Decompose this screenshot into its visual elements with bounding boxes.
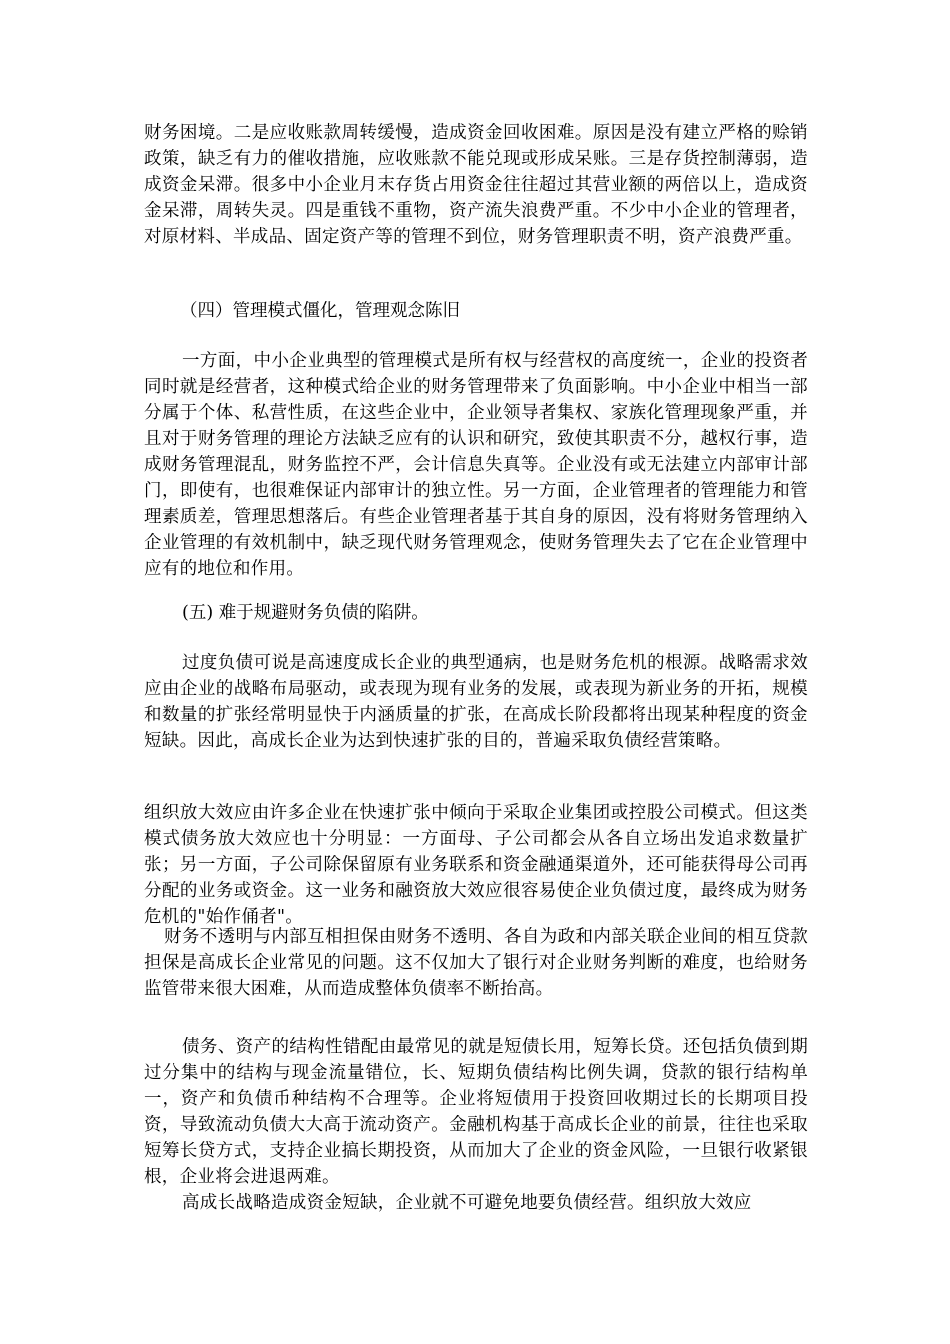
- paragraph-organization-amplification: 组织放大效应由许多企业在快速扩张中倾向于采取企业集团或控股公司模式。但这类模式债务放大效应也十分明显：一方面母、子公司都会从各自立场出发追求数量扩张；另一方面，子公司除保留原有业务联系和资金融通渠道外，还可能获得母公司再分配的业务或资金。这一业务和融资放大效应很容易使企业负债过度，最终成为财务危机的"始作俑者"。: [144, 803, 808, 927]
- paragraph-management-mode: 一方面，中小企业典型的管理模式是所有权与经营权的高度统一，企业的投资者同时就是经营者，这种模式给企业的财务管理带来了负面影响。中小企业中相当一部分属于个体、私营性质，在这些企业中，企业领导者集权、家族化管理现象严重，并且对于财务管理的理论方法缺乏应有的认识和研究，致使其职责不分，越权行事，造成财务管理混乱，财务监控不严，会计信息失真等。企业没有或无法建立内部审计部门，即使有，也很难保证内部审计的独立性。另一方面，企业管理者的管理能力和管理素质差，管理思想落后。有些企业管理者基于其自身的原因，没有将财务管理纳入企业管理的有效机制中，缺乏现代财务管理观念，使财务管理失去了它在企业管理中应有的地位和作用。: [144, 351, 808, 579]
- paragraph-excessive-debt: 过度负债可说是高速度成长企业的典型通病，也是财务危机的根源。战略需求效应由企业的战略布局驱动，或表现为现有业务的发展，或表现为新业务的开拓，规模和数量的扩张经常明显快于内涵质量的扩张，在高成长阶段都将出现某种程度的资金短缺。因此，高成长企业为达到快速扩张的目的，普遍采取负债经营策略。: [144, 653, 808, 751]
- paragraph-financial-opacity: 财务不透明与内部互相担保由财务不透明、各自为政和内部关联企业间的相互贷款担保是高成长企业常见的问题。这不仅加大了银行对企业财务判断的难度，也给财务监管带来很大困难，从而造成整体负债率不断抬高。: [144, 927, 808, 999]
- paragraph-structural-mismatch: 债务、资产的结构性错配由最常见的就是短债长用，短筹长贷。还包括负债到期过分集中的结构与现金流量错位，长、短期负债结构比例失调，贷款的银行结构单一，资产和负债币种结构不合理等。企业将短债用于投资回收期过长的长期项目投资，导致流动负债大大高于流动资产。金融机构基于高成长企业的前景，往往也采取短筹长贷方式，支持企业搞长期投资，从而加大了企业的资金风险，一旦银行收紧银根，企业将会进退两难。: [144, 1037, 808, 1187]
- section-heading-4: （四）管理模式僵化，管理观念陈旧: [180, 301, 460, 321]
- paragraph-financial-difficulty: 财务困境。二是应收账款周转缓慢，造成资金回收困难。原因是没有建立严格的赊销政策，缺乏有力的催收措施，应收账款不能兑现或形成呆账。三是存货控制薄弱，造成资金呆滞。很多中小企业月末存货占用资金往往超过其营业额的两倍以上，造成资金呆滞，周转失灵。四是重钱不重物，资产流失浪费严重。不少中小企业的管理者，对原材料、半成品、固定资产等的管理不到位，财务管理职责不明，资产浪费严重。: [144, 123, 808, 247]
- paragraph-high-growth-strategy: 高成长战略造成资金短缺，企业就不可避免地要负债经营。组织放大效应: [182, 1193, 752, 1213]
- section-heading-5: (五) 难于规避财务负债的陷阱。: [182, 603, 429, 623]
